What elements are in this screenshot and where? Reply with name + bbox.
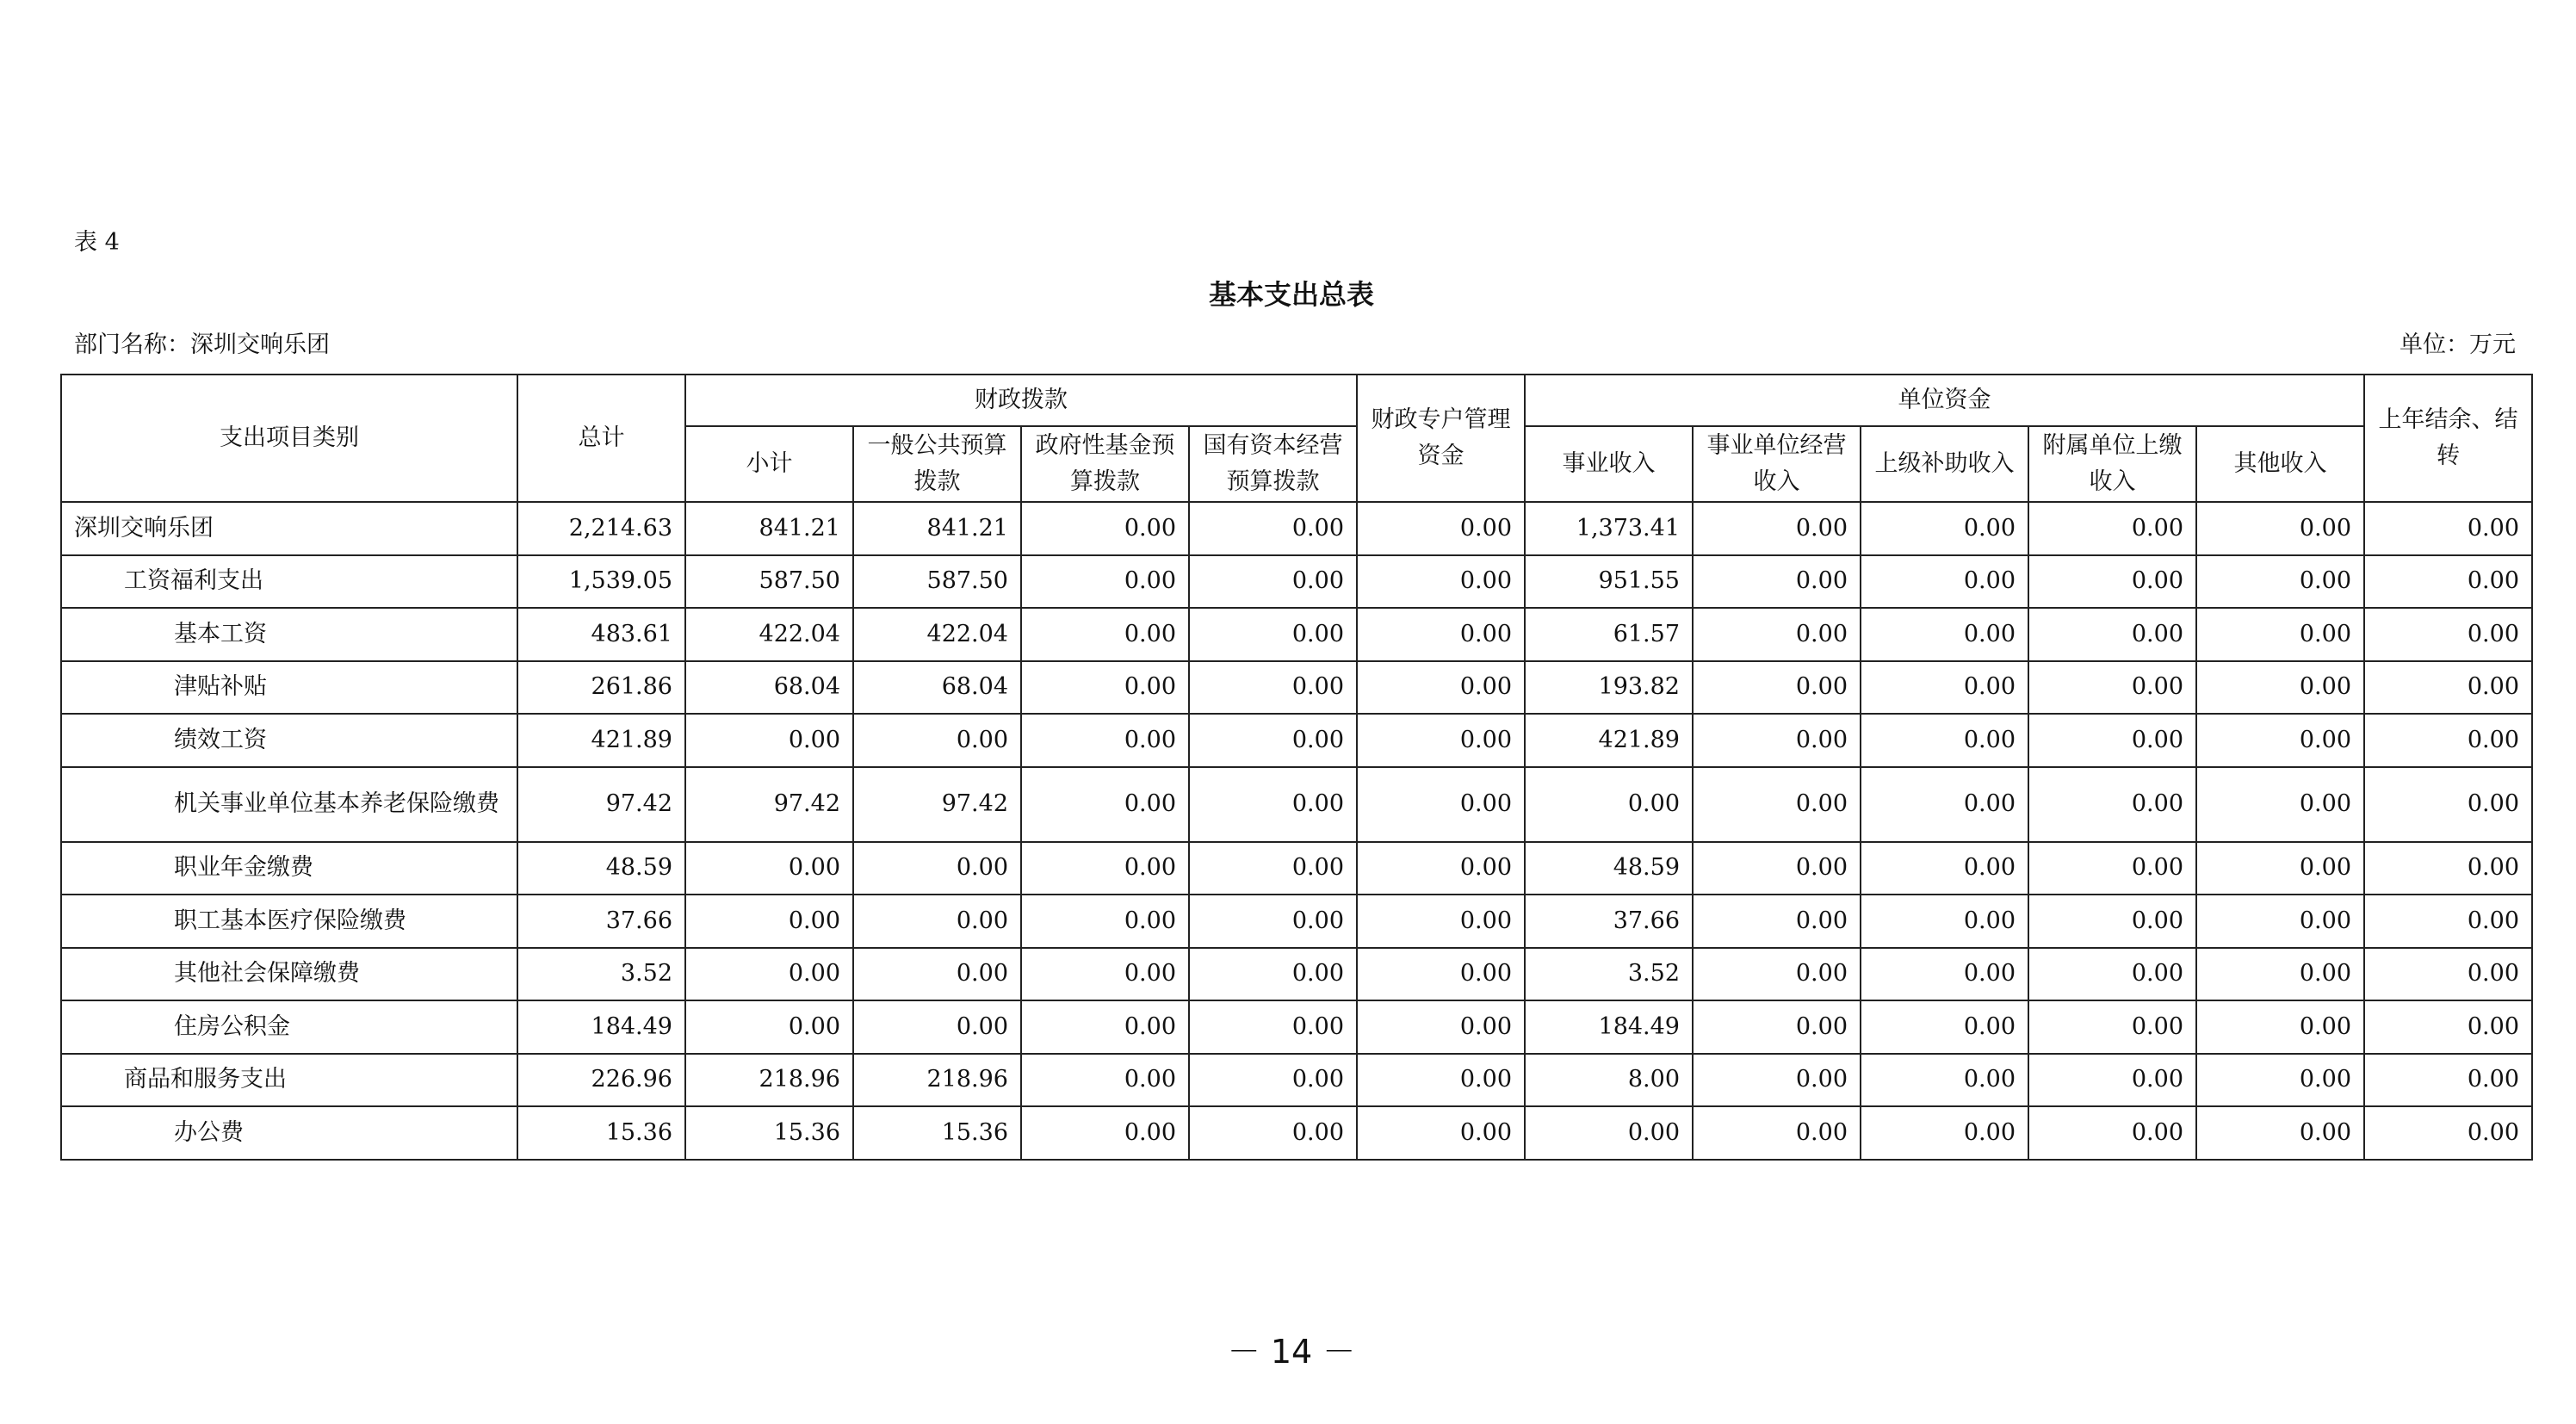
cell-total: 184.49: [517, 1000, 685, 1054]
cell-fiscal-gov-fund: 0.00: [1021, 948, 1189, 1001]
cell-fiscal-general: 841.21: [853, 502, 1021, 555]
cell-carryover: 0.00: [2364, 1054, 2532, 1107]
cell-unit-business: 61.57: [1525, 608, 1693, 661]
table-row: [61, 1000, 2532, 1054]
cell-fiscal-gov-fund: 0.00: [1021, 842, 1189, 895]
cell-fiscal-subtotal: 97.42: [685, 767, 853, 842]
cell-unit-other: 0.00: [2196, 1054, 2364, 1107]
table-row: [61, 842, 2532, 895]
cell-fiscal-state-capital: 0.00: [1189, 948, 1357, 1001]
cell-unit-business: 421.89: [1525, 714, 1693, 767]
cell-fiscal-gov-fund: 0.00: [1021, 661, 1189, 715]
cell-fiscal-special: 0.00: [1357, 1106, 1525, 1160]
table-row: [61, 608, 2532, 661]
cell-fiscal-state-capital: 0.00: [1189, 842, 1357, 895]
table-number-label: 表 4: [74, 229, 120, 256]
cell-fiscal-subtotal: 0.00: [685, 895, 853, 948]
cell-unit-subsidy: 0.00: [1861, 767, 2028, 842]
table-row: [61, 502, 2532, 555]
cell-unit-other: 0.00: [2196, 714, 2364, 767]
cell-fiscal-general: 587.50: [853, 555, 1021, 609]
header-row-top: [61, 375, 2532, 426]
cell-fiscal-state-capital: 0.00: [1189, 714, 1357, 767]
cell-fiscal-subtotal: 15.36: [685, 1106, 853, 1160]
cell-fiscal-gov-fund: 0.00: [1021, 502, 1189, 555]
cell-unit-operation: 0.00: [1693, 661, 1861, 715]
row-category: 其他社会保障缴费: [61, 948, 517, 1001]
table-row: [61, 895, 2532, 948]
cell-carryover: 0.00: [2364, 555, 2532, 609]
header-unit-affiliated: 附属单位上缴收入: [2028, 426, 2196, 502]
cell-unit-operation: 0.00: [1693, 608, 1861, 661]
cell-total: 3.52: [517, 948, 685, 1001]
cell-unit-business: 951.55: [1525, 555, 1693, 609]
cell-unit-business: 0.00: [1525, 1106, 1693, 1160]
row-category: 绩效工资: [61, 714, 517, 767]
cell-unit-business: 1,373.41: [1525, 502, 1693, 555]
cell-total: 48.59: [517, 842, 685, 895]
cell-unit-operation: 0.00: [1693, 767, 1861, 842]
cell-unit-affiliated: 0.00: [2028, 948, 2196, 1001]
cell-fiscal-subtotal: 841.21: [685, 502, 853, 555]
header-fiscal-subtotal: 小计: [685, 426, 853, 502]
cell-total: 226.96: [517, 1054, 685, 1107]
cell-fiscal-general: 97.42: [853, 767, 1021, 842]
cell-fiscal-general: 68.04: [853, 661, 1021, 715]
cell-total: 37.66: [517, 895, 685, 948]
cell-unit-subsidy: 0.00: [1861, 842, 2028, 895]
cell-unit-operation: 0.00: [1693, 714, 1861, 767]
cell-fiscal-special: 0.00: [1357, 502, 1525, 555]
table-row: [61, 948, 2532, 1001]
cell-unit-affiliated: 0.00: [2028, 661, 2196, 715]
cell-unit-business: 184.49: [1525, 1000, 1693, 1054]
cell-unit-business: 0.00: [1525, 767, 1693, 842]
table-row: [61, 555, 2532, 609]
cell-total: 483.61: [517, 608, 685, 661]
cell-fiscal-special: 0.00: [1357, 661, 1525, 715]
document-title: 基本支出总表: [1208, 278, 1374, 311]
header-carryover: 上年结余、结转: [2364, 375, 2532, 502]
cell-fiscal-general: 0.00: [853, 948, 1021, 1001]
cell-unit-affiliated: 0.00: [2028, 555, 2196, 609]
header-unit-business: 事业收入: [1525, 426, 1693, 502]
cell-unit-business: 8.00: [1525, 1054, 1693, 1107]
cell-fiscal-gov-fund: 0.00: [1021, 1000, 1189, 1054]
cell-unit-operation: 0.00: [1693, 1106, 1861, 1160]
cell-unit-affiliated: 0.00: [2028, 1106, 2196, 1160]
cell-unit-operation: 0.00: [1693, 895, 1861, 948]
row-category: 职工基本医疗保险缴费: [61, 895, 517, 948]
cell-fiscal-gov-fund: 0.00: [1021, 555, 1189, 609]
cell-fiscal-gov-fund: 0.00: [1021, 1054, 1189, 1107]
cell-fiscal-subtotal: 0.00: [685, 714, 853, 767]
table-row: [61, 661, 2532, 715]
cell-unit-operation: 0.00: [1693, 1000, 1861, 1054]
department-name: 部门名称：深圳交响乐团: [74, 331, 330, 358]
cell-unit-subsidy: 0.00: [1861, 714, 2028, 767]
cell-carryover: 0.00: [2364, 502, 2532, 555]
table-row: [61, 714, 2532, 767]
cell-carryover: 0.00: [2364, 1000, 2532, 1054]
cell-unit-affiliated: 0.00: [2028, 1000, 2196, 1054]
cell-fiscal-gov-fund: 0.00: [1021, 1106, 1189, 1160]
cell-total: 15.36: [517, 1106, 685, 1160]
cell-fiscal-state-capital: 0.00: [1189, 767, 1357, 842]
header-unit-operation: 事业单位经营收入: [1693, 426, 1861, 502]
table-row: [61, 767, 2532, 842]
unit-label: 单位：万元: [2400, 331, 2516, 358]
cell-fiscal-gov-fund: 0.00: [1021, 895, 1189, 948]
cell-fiscal-special: 0.00: [1357, 842, 1525, 895]
basic-expenditure-table: [60, 374, 2533, 1161]
cell-fiscal-subtotal: 587.50: [685, 555, 853, 609]
cell-unit-affiliated: 0.00: [2028, 767, 2196, 842]
row-category: 职业年金缴费: [61, 842, 517, 895]
cell-unit-subsidy: 0.00: [1861, 1000, 2028, 1054]
cell-unit-other: 0.00: [2196, 661, 2364, 715]
cell-unit-other: 0.00: [2196, 767, 2364, 842]
cell-fiscal-gov-fund: 0.00: [1021, 608, 1189, 661]
cell-fiscal-state-capital: 0.00: [1189, 895, 1357, 948]
row-category: 基本工资: [61, 608, 517, 661]
header-unit-other: 其他收入: [2196, 426, 2364, 502]
cell-unit-other: 0.00: [2196, 842, 2364, 895]
cell-unit-operation: 0.00: [1693, 1054, 1861, 1107]
cell-unit-affiliated: 0.00: [2028, 895, 2196, 948]
cell-unit-affiliated: 0.00: [2028, 842, 2196, 895]
cell-unit-business: 37.66: [1525, 895, 1693, 948]
cell-unit-subsidy: 0.00: [1861, 1106, 2028, 1160]
header-total: 总计: [517, 375, 685, 502]
cell-fiscal-general: 15.36: [853, 1106, 1021, 1160]
cell-fiscal-state-capital: 0.00: [1189, 502, 1357, 555]
cell-unit-business: 193.82: [1525, 661, 1693, 715]
row-category: 住房公积金: [61, 1000, 517, 1054]
cell-unit-other: 0.00: [2196, 895, 2364, 948]
cell-unit-other: 0.00: [2196, 555, 2364, 609]
cell-fiscal-state-capital: 0.00: [1189, 1106, 1357, 1160]
table-row: [61, 1054, 2532, 1107]
header-unit-group: 单位资金: [1525, 375, 2364, 426]
cell-fiscal-special: 0.00: [1357, 895, 1525, 948]
cell-fiscal-special: 0.00: [1357, 948, 1525, 1001]
cell-unit-subsidy: 0.00: [1861, 608, 2028, 661]
row-category: 办公费: [61, 1106, 517, 1160]
table-row: [61, 1106, 2532, 1160]
header-fiscal-state-capital: 国有资本经营预算拨款: [1189, 426, 1357, 502]
cell-unit-other: 0.00: [2196, 1106, 2364, 1160]
cell-unit-other: 0.00: [2196, 1000, 2364, 1054]
header-fiscal-gov-fund: 政府性基金预算拨款: [1021, 426, 1189, 502]
cell-fiscal-general: 218.96: [853, 1054, 1021, 1107]
cell-carryover: 0.00: [2364, 895, 2532, 948]
header-category: 支出项目类别: [61, 375, 517, 502]
header-unit-subsidy: 上级补助收入: [1861, 426, 2028, 502]
table-body: [61, 502, 2532, 1160]
cell-unit-subsidy: 0.00: [1861, 502, 2028, 555]
row-category: 商品和服务支出: [61, 1054, 517, 1107]
row-category: 津贴补贴: [61, 661, 517, 715]
cell-unit-affiliated: 0.00: [2028, 714, 2196, 767]
cell-fiscal-gov-fund: 0.00: [1021, 714, 1189, 767]
cell-unit-business: 3.52: [1525, 948, 1693, 1001]
cell-unit-operation: 0.00: [1693, 555, 1861, 609]
cell-carryover: 0.00: [2364, 608, 2532, 661]
cell-unit-operation: 0.00: [1693, 842, 1861, 895]
header-fiscal-general: 一般公共预算拨款: [853, 426, 1021, 502]
cell-carryover: 0.00: [2364, 948, 2532, 1001]
cell-unit-affiliated: 0.00: [2028, 502, 2196, 555]
cell-fiscal-subtotal: 0.00: [685, 1000, 853, 1054]
cell-fiscal-gov-fund: 0.00: [1021, 767, 1189, 842]
cell-unit-subsidy: 0.00: [1861, 661, 2028, 715]
cell-carryover: 0.00: [2364, 767, 2532, 842]
cell-fiscal-special: 0.00: [1357, 767, 1525, 842]
cell-unit-business: 48.59: [1525, 842, 1693, 895]
cell-fiscal-special: 0.00: [1357, 555, 1525, 609]
cell-unit-other: 0.00: [2196, 948, 2364, 1001]
cell-total: 2,214.63: [517, 502, 685, 555]
cell-unit-affiliated: 0.00: [2028, 1054, 2196, 1107]
cell-fiscal-general: 0.00: [853, 895, 1021, 948]
cell-fiscal-state-capital: 0.00: [1189, 1054, 1357, 1107]
cell-fiscal-special: 0.00: [1357, 1054, 1525, 1107]
row-category: 工资福利支出: [61, 555, 517, 609]
cell-unit-other: 0.00: [2196, 502, 2364, 555]
cell-total: 261.86: [517, 661, 685, 715]
cell-fiscal-special: 0.00: [1357, 1000, 1525, 1054]
cell-fiscal-state-capital: 0.00: [1189, 661, 1357, 715]
page-number: － 14 －: [1227, 1333, 1356, 1371]
cell-total: 1,539.05: [517, 555, 685, 609]
cell-unit-other: 0.00: [2196, 608, 2364, 661]
cell-unit-operation: 0.00: [1693, 502, 1861, 555]
cell-unit-affiliated: 0.00: [2028, 608, 2196, 661]
header-fiscal-special: 财政专户管理资金: [1357, 375, 1525, 502]
cell-total: 421.89: [517, 714, 685, 767]
cell-fiscal-general: 0.00: [853, 714, 1021, 767]
cell-unit-subsidy: 0.00: [1861, 1054, 2028, 1107]
cell-fiscal-general: 0.00: [853, 842, 1021, 895]
row-category: 深圳交响乐团: [61, 502, 517, 555]
cell-unit-subsidy: 0.00: [1861, 895, 2028, 948]
cell-fiscal-state-capital: 0.00: [1189, 608, 1357, 661]
cell-total: 97.42: [517, 767, 685, 842]
cell-fiscal-state-capital: 0.00: [1189, 1000, 1357, 1054]
cell-unit-subsidy: 0.00: [1861, 948, 2028, 1001]
cell-carryover: 0.00: [2364, 714, 2532, 767]
cell-fiscal-subtotal: 0.00: [685, 948, 853, 1001]
cell-fiscal-special: 0.00: [1357, 608, 1525, 661]
cell-fiscal-general: 0.00: [853, 1000, 1021, 1054]
cell-fiscal-subtotal: 0.00: [685, 842, 853, 895]
cell-fiscal-general: 422.04: [853, 608, 1021, 661]
cell-fiscal-subtotal: 68.04: [685, 661, 853, 715]
cell-fiscal-subtotal: 422.04: [685, 608, 853, 661]
cell-unit-subsidy: 0.00: [1861, 555, 2028, 609]
header-fiscal-group: 财政拨款: [685, 375, 1357, 426]
row-category: 机关事业单位基本养老保险缴费: [61, 767, 517, 842]
cell-unit-operation: 0.00: [1693, 948, 1861, 1001]
cell-carryover: 0.00: [2364, 1106, 2532, 1160]
cell-fiscal-state-capital: 0.00: [1189, 555, 1357, 609]
cell-carryover: 0.00: [2364, 661, 2532, 715]
cell-fiscal-subtotal: 218.96: [685, 1054, 853, 1107]
cell-carryover: 0.00: [2364, 842, 2532, 895]
cell-fiscal-special: 0.00: [1357, 714, 1525, 767]
